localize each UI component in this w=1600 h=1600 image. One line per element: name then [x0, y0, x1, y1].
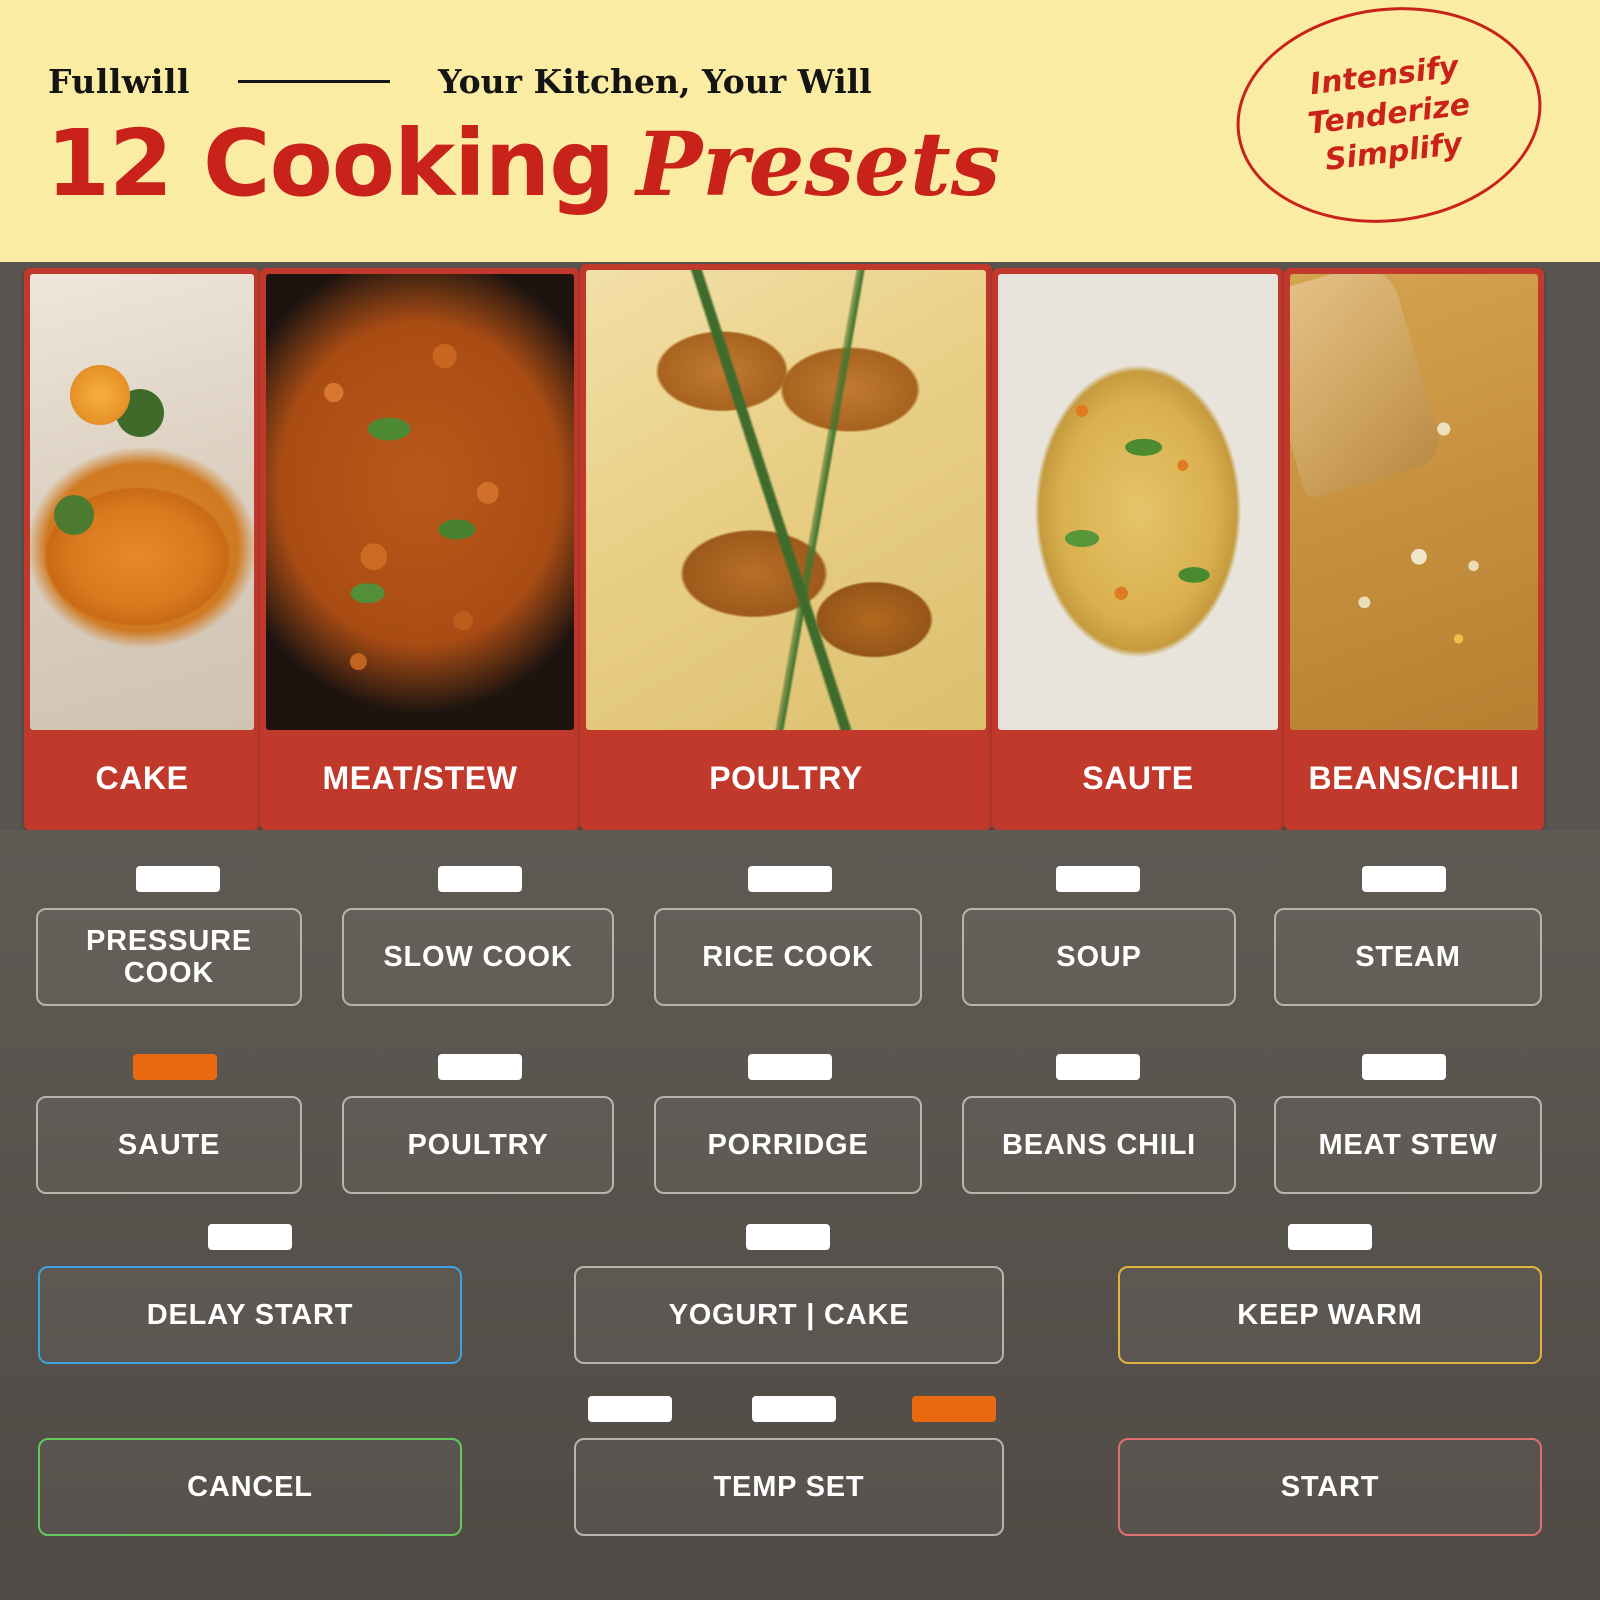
preset-card-label: CAKE	[95, 759, 189, 796]
button-porridge[interactable]: PORRIDGE	[654, 1096, 922, 1194]
button-steam[interactable]: STEAM	[1274, 908, 1542, 1006]
led-indicator-yogurt-cake	[746, 1224, 830, 1250]
button-slow-cook[interactable]: SLOW COOK	[342, 908, 614, 1006]
button-delay-start[interactable]: DELAY START	[38, 1266, 462, 1364]
button-keep-warm[interactable]: KEEP WARM	[1118, 1266, 1542, 1364]
button-rice-cook[interactable]: RICE COOK	[654, 908, 922, 1006]
preset-photo-strip	[24, 264, 1544, 830]
led-indicator-temp-b	[752, 1396, 836, 1422]
led-indicator-start	[912, 1396, 996, 1422]
brand-row	[48, 62, 872, 101]
brand-divider	[238, 80, 390, 83]
preset-card-beans-chili	[1284, 268, 1544, 830]
headline-main: 12 Cooking	[46, 110, 615, 217]
button-beans-chili[interactable]: BEANS CHILI	[962, 1096, 1236, 1194]
button-start[interactable]: START	[1118, 1438, 1542, 1536]
preset-card-label: POULTRY	[709, 759, 863, 796]
badge-line-3: Simplify	[1323, 126, 1465, 179]
status-badge	[1224, 0, 1554, 240]
brand-name: Fullwill	[48, 62, 190, 101]
led-indicator-pressure-cook	[136, 866, 220, 892]
button-saute[interactable]: SAUTE	[36, 1096, 302, 1194]
preset-card-poultry	[580, 264, 992, 830]
preset-card-label: BEANS/CHILI	[1308, 759, 1520, 796]
led-indicator-saute	[133, 1054, 217, 1080]
led-indicator-poultry	[438, 1054, 522, 1080]
button-poultry[interactable]: POULTRY	[342, 1096, 614, 1194]
led-indicator-meat-stew	[1362, 1054, 1446, 1080]
preset-card-meat-stew	[260, 268, 580, 830]
preset-card-saute	[992, 268, 1284, 830]
preset-card-label: SAUTE	[1082, 759, 1194, 796]
button-yogurt-cake[interactable]: YOGURT | CAKE	[574, 1266, 1004, 1364]
led-indicator-porridge	[748, 1054, 832, 1080]
button-meat-stew[interactable]: MEAT STEW	[1274, 1096, 1542, 1194]
beans-chili-photo	[1290, 274, 1538, 730]
badge-line-1: Intensify	[1308, 49, 1461, 103]
preset-card-label: MEAT/STEW	[322, 759, 518, 796]
button-cancel[interactable]: CANCEL	[38, 1438, 462, 1536]
button-temp-set[interactable]: TEMP SET	[574, 1438, 1004, 1536]
saute-soup-photo	[998, 274, 1278, 730]
headline-script: Presets	[636, 112, 1001, 216]
meat-stew-photo	[266, 274, 574, 730]
control-panel	[0, 830, 1600, 1600]
header-banner	[0, 0, 1600, 262]
button-soup[interactable]: SOUP	[962, 908, 1236, 1006]
led-indicator-keep-warm	[1288, 1224, 1372, 1250]
badge-line-2: Tenderize	[1305, 87, 1472, 142]
led-indicator-slow-cook	[438, 866, 522, 892]
led-indicator-temp-a	[588, 1396, 672, 1422]
poultry-photo	[586, 270, 986, 730]
cake-photo	[30, 274, 254, 730]
page-title	[46, 110, 1001, 217]
led-indicator-delay-start	[208, 1224, 292, 1250]
led-indicator-rice-cook	[748, 866, 832, 892]
led-indicator-steam	[1362, 866, 1446, 892]
led-indicator-beans-chili	[1056, 1054, 1140, 1080]
led-indicator-soup	[1056, 866, 1140, 892]
button-pressure-cook[interactable]: PRESSURE COOK	[36, 908, 302, 1006]
brand-tagline: Your Kitchen, Your Will	[437, 62, 872, 101]
preset-card-cake	[24, 268, 260, 830]
